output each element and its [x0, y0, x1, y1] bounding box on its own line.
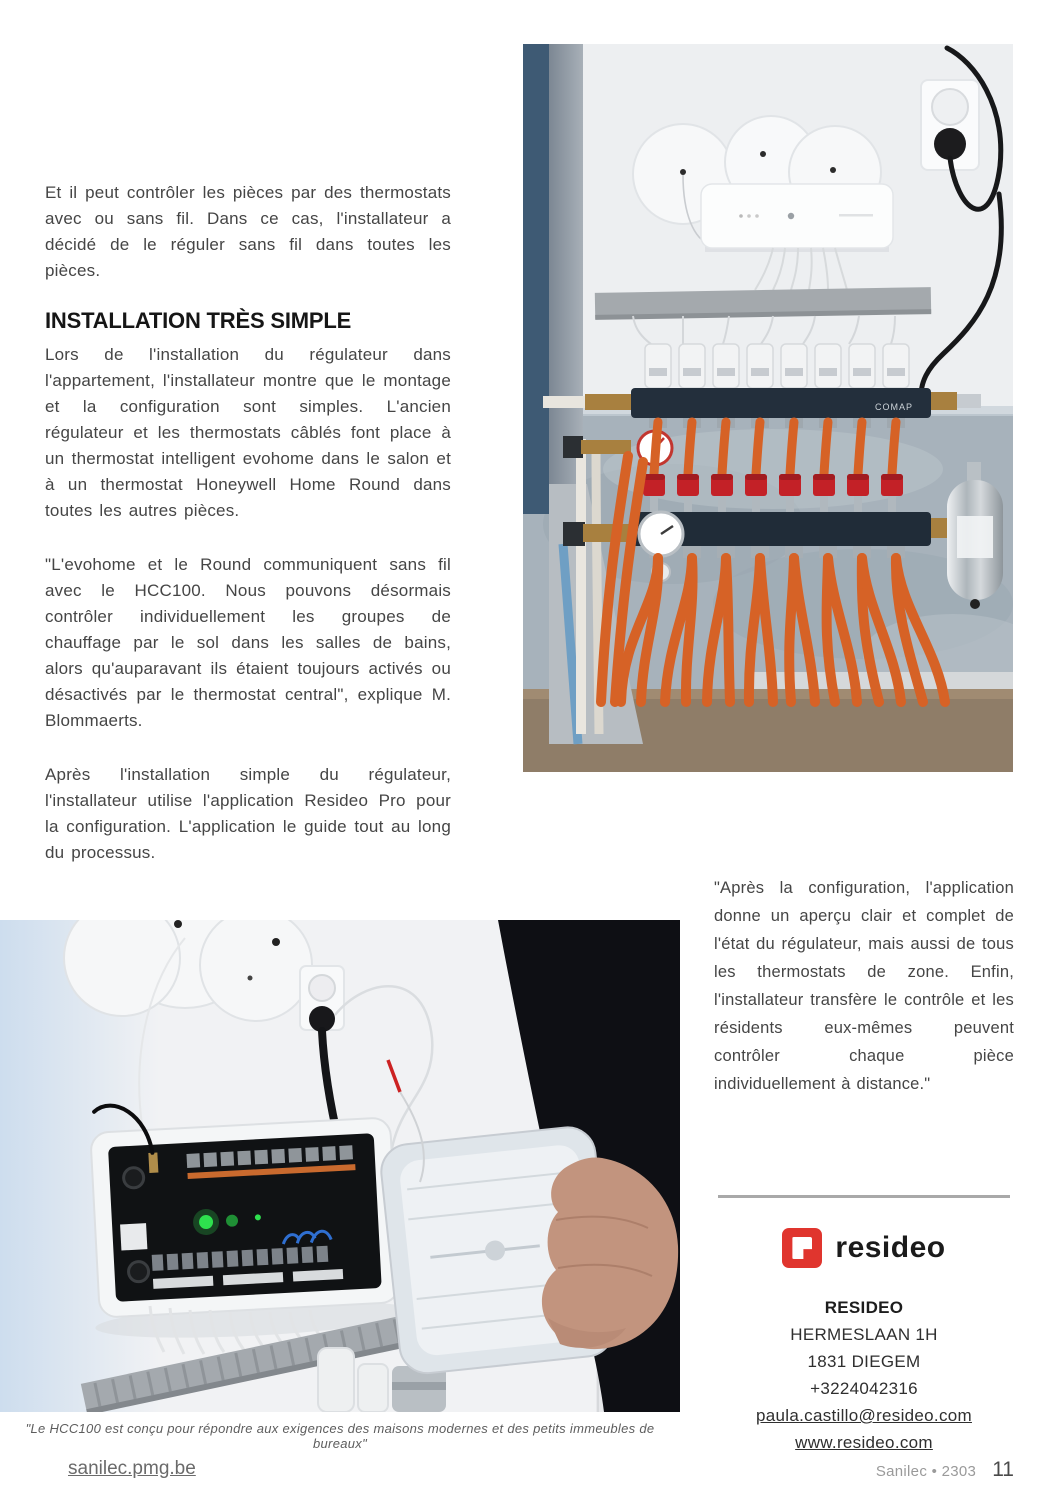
footer-right [876, 1458, 1014, 1482]
contact-phone: +3224042316 [810, 1379, 918, 1398]
installer-photo-illustration [0, 920, 680, 1412]
contact-website-link[interactable]: www.resideo.com [795, 1433, 933, 1452]
manifold-brand-label: COMAP [875, 402, 914, 412]
page-number: 11 [992, 1458, 1014, 1481]
resideo-logo-text: resideo [835, 1231, 946, 1264]
resideo-logo [714, 1228, 1014, 1268]
intro-paragraph: Et il peut contrôler les pièces par des thermostats avec ou sans fil. Dans ce cas, l'installateur a décidé de le réguler sans fil dans toutes les pièces. [45, 183, 451, 280]
ceiling-cover-discs [64, 920, 312, 1021]
cabinet-panel [523, 44, 549, 514]
installation-paragraph: Lors de l'installation du régulateur dans l'appartement, l'installateur montre que le montage et la configuration sont simples. L'ancien régulateur et les thermostats câblés font place à un thermostat intelligent evohome dans le salon et à un thermostat Honeywell Home Round dans toutes les autres pièces. [45, 345, 451, 520]
footer-website-link[interactable]: sanilec.pmg.be [68, 1458, 196, 1479]
contact-block [714, 1228, 1014, 1456]
contact-address-line1: HERMESLAAN 1H [790, 1325, 938, 1344]
quote-paragraph: "L'evohome et le Round communiquent sans fil avec le HCC100. Nous pouvons désormais contrôler individuellement les groupes de chauffage par le sol dans les salles de bains, alors qu'auparavant ils étaient toujours activés ou désactivés par le thermostat central", explique M. Blommaerts. [45, 555, 451, 730]
contact-name: RESIDEO [824, 1298, 904, 1317]
app-paragraph: Après l'installation simple du régulateur, l'installateur utilise l'application Resideo Pro pour la configuration. L'application le guide tout au long du processus. [45, 765, 451, 862]
pull-quote-column [714, 874, 1014, 1098]
contact-email-link[interactable]: paula.castillo@resideo.com [756, 1406, 972, 1425]
article-column [45, 180, 451, 890]
configuration-quote: "Après la configuration, l'application donne un aperçu clair et complet de l'état du régulateur, mais aussi de tous les thermostats de zone. Enfin, l'installateur transfère le contrôle et les résidents eux-mêmes peuvent contrôler chaque pièce individuellement à distance." [714, 879, 1014, 1093]
manifold-photo-illustration [523, 44, 1013, 772]
manifold-photo [523, 44, 1013, 772]
magazine-issue: Sanilec • 2303 [875, 1463, 977, 1480]
resideo-logo-icon [782, 1228, 822, 1268]
wall-socket [300, 966, 344, 1032]
section-heading: INSTALLATION TRÈS SIMPLE [45, 308, 352, 333]
section-divider [718, 1195, 1010, 1198]
contact-address-line2: 1831 DIEGEM [807, 1352, 921, 1371]
hcc100-controller [701, 184, 893, 252]
photo-caption: "Le HCC100 est conçu pour répondre aux exigences des maisons modernes et des petits immeubles de bureaux" [25, 1421, 655, 1451]
installer-photo [0, 920, 680, 1412]
